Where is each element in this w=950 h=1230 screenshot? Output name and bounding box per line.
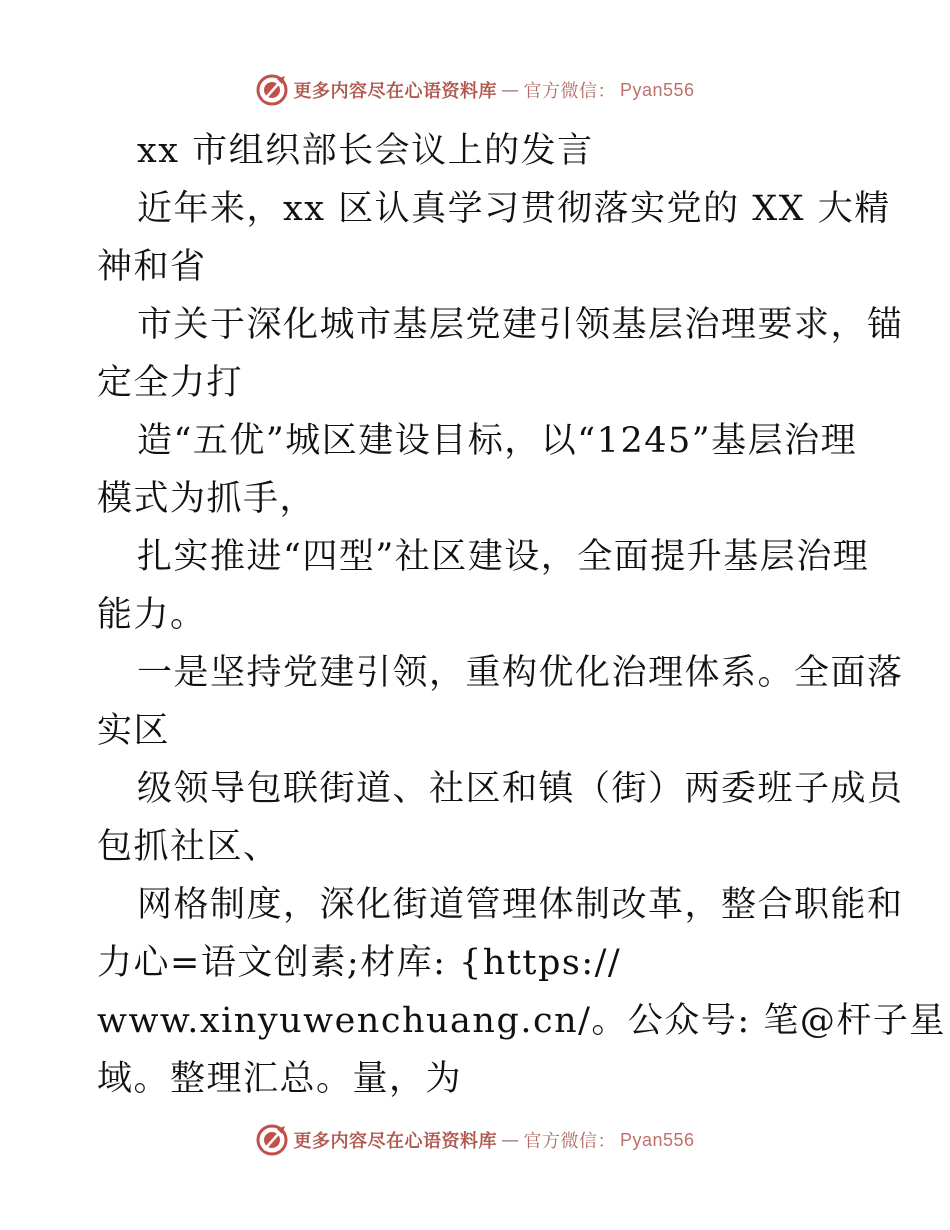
watermark-separator: — [500, 79, 520, 101]
text-line: www.xinyuwenchuang.cn/。公众号: 笔@杆子星 [97, 1001, 946, 1041]
text-line: 神和省 [97, 247, 207, 287]
document-title: xx 市组织部长会议上的发言 [137, 131, 594, 171]
text-line: 能力。 [97, 595, 207, 635]
text-line: 造“五优”城区建设目标，以“1245”基层治理 [137, 421, 858, 461]
text-line: 市关于深化城市基层党建引领基层治理要求，锚 [137, 305, 904, 345]
text-line: 域。整理汇总。量，为 [97, 1059, 463, 1099]
header-watermark [0, 68, 950, 112]
text-line: 包抓社区、 [97, 827, 280, 867]
text-line: 力心=语文创素;材库: {https:// [97, 943, 622, 983]
watermark-content [255, 1123, 694, 1157]
text-line: 扎实推进“四型”社区建设，全面提升基层治理 [137, 537, 870, 577]
watermark-main-text: 更多内容尽在心语资料库 [293, 1131, 497, 1152]
text-line: 近年来，xx 区认真学习贯彻落实党的 XX 大精 [137, 189, 891, 229]
text-line: 网格制度，深化街道管理体制改革，整合职能和 [137, 885, 904, 925]
text-line: 级领导包联街道、社区和镇（街）两委班子成员 [137, 769, 904, 809]
footer-watermark [0, 1118, 950, 1162]
text-line: 实区 [97, 711, 171, 751]
pen-logo-icon [255, 73, 289, 107]
watermark-wechat-id: Pyan556 [619, 1129, 695, 1150]
watermark-wechat-id: Pyan556 [619, 79, 695, 100]
pen-logo-icon [255, 1123, 289, 1157]
watermark-separator: — [500, 1129, 520, 1151]
text-line: 定全力打 [97, 363, 244, 403]
text-line: 一是坚持党建引领，重构优化治理体系。全面落 [137, 653, 904, 693]
watermark-main-text: 更多内容尽在心语资料库 [293, 81, 497, 102]
text-line: 模式为抓手， [97, 479, 317, 519]
watermark-wechat-label: 官方微信： [523, 81, 616, 102]
document-body [97, 122, 946, 1108]
watermark-wechat-label: 官方微信： [523, 1131, 616, 1152]
watermark-content [255, 73, 694, 107]
